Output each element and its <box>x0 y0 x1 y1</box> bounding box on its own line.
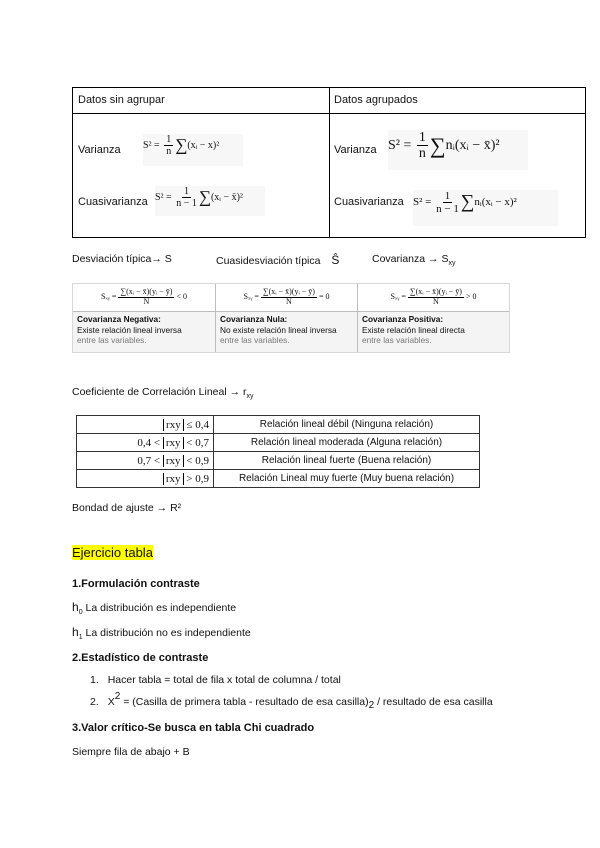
covariance-negative: Sₓᵧ = $\frac{\text{∑(xᵢ − x̄)(yᵢ − ȳ)}}{N}$ < 0 Covarianza Negativa: Existe relación lineal inversa entre las variables. <box>73 284 215 352</box>
cuasivarianza-label-right: Cuasivarianza <box>334 196 404 208</box>
table-row <box>77 452 480 470</box>
covariance-negative-formula: Sₓᵧ = $\frac{\text{∑(xᵢ − x̄)(yᵢ − ȳ)}}{N}$ < 0 <box>73 284 215 312</box>
formula-table <box>72 87 586 238</box>
header-datos-sin-agrupar: Datos sin agrupar <box>78 94 165 106</box>
h0-line: $h_0$ La distribución es independiente <box>72 600 237 617</box>
table-divider-vertical <box>329 88 330 237</box>
cuasivarianza-formula-left: S² = $\frac{1}{n - 1}$ ∑(xᵢ − x̄)² <box>155 186 265 216</box>
cuasidesviacion-tipica: Cuasidesviación típica Ŝ <box>216 253 340 267</box>
bondad-ajuste: Bondad de ajuste → R² <box>72 502 182 514</box>
section3-note: Siempre fila de abajo + B <box>72 746 190 758</box>
summary-line <box>72 253 172 265</box>
corr-meaning: Relación lineal débil (Ninguna relación) <box>214 416 480 434</box>
section1-title: 1.Formulación contraste <box>72 578 200 590</box>
cuasivarianza-formula-right: S² = $\frac{1}{n - 1}$ ∑nᵢ(xᵢ − x)² <box>413 190 558 226</box>
table-row <box>77 470 480 488</box>
header-datos-agrupados: Datos agrupados <box>334 94 418 106</box>
table-row <box>77 434 480 452</box>
cuasivarianza-label-left: Cuasivarianza <box>78 196 148 208</box>
corr-range: 0,4 < rxy < 0,7 <box>77 434 214 452</box>
list-item: 1. Hacer tabla = total de fila x total de columna / total <box>90 674 341 686</box>
table-row <box>77 416 480 434</box>
corr-meaning: Relación Lineal muy fuerte (Muy buena relación) <box>214 470 480 488</box>
table-divider-horizontal <box>73 113 585 114</box>
ejercicio-title: Ejercicio tabla <box>72 545 153 560</box>
list-item: 2. $X^2$ = (Casilla de primera tabla - resultado de esa $casilla)_2$ / resultado de esa casilla <box>90 690 493 712</box>
varianza-formula-left: S² = $\frac{1}{n}$ ∑(xᵢ − x)² <box>143 134 243 166</box>
section2-title: 2.Estadístico de contraste <box>72 652 209 664</box>
covariance-positive: Sₓᵧ = $\frac{\text{∑(xᵢ − x̄)(yᵢ − ȳ)}}{N}$ > 0 Covarianza Positiva: Existe relación lineal directa entre las variables. <box>357 284 509 352</box>
correlation-table <box>76 415 480 488</box>
corr-meaning: Relación lineal moderada (Alguna relación) <box>214 434 480 452</box>
covariance-image <box>72 283 510 353</box>
varianza-formula-right: S² = $\frac{1}{n}$ ∑nᵢ(xᵢ − x̄)² <box>388 130 528 170</box>
corr-range: rxy ≤ 0,4 <box>77 416 214 434</box>
correlation-title: Coeficiente de Correlación Lineal → $r_{xy}$ <box>72 386 254 401</box>
corr-range: 0,7 < rxy < 0,9 <box>77 452 214 470</box>
corr-range: rxy > 0,9 <box>77 470 214 488</box>
covariance-positive-formula: Sₓᵧ = $\frac{\text{∑(xᵢ − x̄)(yᵢ − ȳ)}}{N}$ > 0 <box>358 284 509 312</box>
varianza-label-left: Varianza <box>78 144 121 156</box>
covariance-null-formula: Sₓᵧ = $\frac{\text{∑(xᵢ − x̄)(yᵢ − ȳ)}}{N}$ = 0 <box>216 284 357 312</box>
varianza-label-right: Varianza <box>334 144 377 156</box>
corr-meaning: Relación lineal fuerte (Buena relación) <box>214 452 480 470</box>
desviacion-tipica: Desviación típica→ S <box>72 253 172 265</box>
covarianza-label: Covarianza → $S_{xy}$ <box>372 253 456 268</box>
section3-title: 3.Valor crítico-Se busca en tabla Chi cuadrado <box>72 722 315 734</box>
covariance-null: Sₓᵧ = $\frac{\text{∑(xᵢ − x̄)(yᵢ − ȳ)}}{N}$ = 0 Covarianza Nula: No existe relación lineal inversa entre las variables. <box>215 284 357 352</box>
h1-line: $h_1$ La distribución no es independiente <box>72 625 251 642</box>
